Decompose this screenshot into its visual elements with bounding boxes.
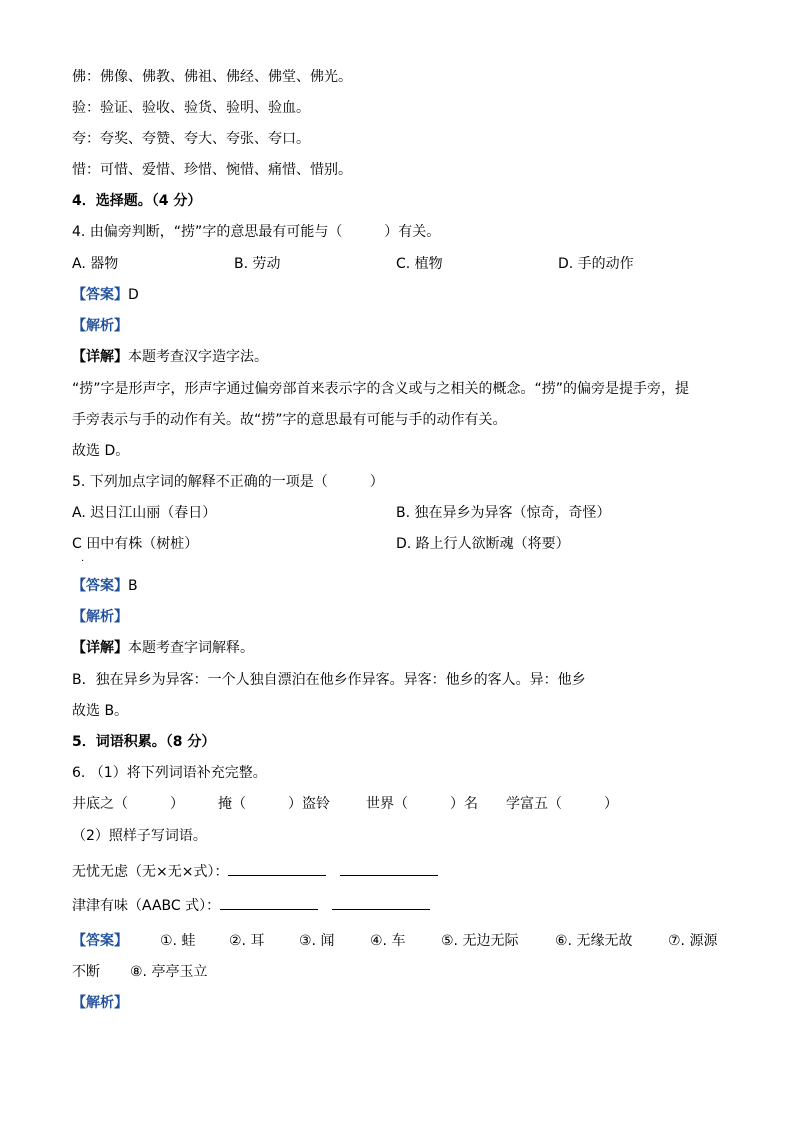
detail-label: 【详解】: [72, 640, 128, 656]
explanation-line: “捞”字是形声字，形声字通过偏旁部首来表示字的含义或与之相关的概念。“捞”的偏旁是提手旁，提: [72, 381, 690, 397]
pattern-row: [72, 895, 430, 915]
detail-text: 本题考查字词解释。: [128, 640, 254, 656]
answer-label: 【答案】: [72, 933, 128, 949]
answer-value: D: [128, 287, 139, 303]
conclusion: 故选 B。: [72, 703, 129, 719]
answer-label: 【答案】: [72, 578, 128, 594]
detail-text: 本题考查汉字造字法。: [128, 349, 268, 365]
option-b: B. 劳动: [234, 256, 281, 272]
text-line: 夸：夸奖、夸赞、夸大、夸张、夸口。: [72, 131, 310, 147]
answer-item: ②. 耳: [229, 933, 265, 949]
idiom-blank: 井底之（ ）: [72, 796, 184, 812]
question-stem: 6. （1）将下列词语补充完整。: [72, 765, 267, 781]
question-stem: （2）照样子写词语。: [72, 828, 207, 844]
analysis-label: 【解析】: [72, 995, 128, 1011]
option-b: B. 独在异乡为异客（惊奇，奇怪）: [396, 505, 611, 521]
option-a: A. 迟日江山丽（春日）: [72, 505, 217, 521]
answer-item: ⑥. 无缘无故: [555, 933, 633, 949]
pattern-label: 津津有味（AABC 式）：: [72, 898, 221, 914]
explanation-line: B．独在异乡为异客：一个人独自漂泊在他乡作异客。异客：他乡的客人。异：他乡: [72, 672, 586, 688]
question-stem: 5. 下列加点字词的解释不正确的一项是（ ）: [72, 474, 384, 490]
answer-blank: [220, 895, 318, 910]
answer-row: [72, 577, 138, 595]
answer-row: [72, 286, 139, 304]
answer-item: ⑧. 亭亭玉立: [130, 964, 208, 980]
answer-value: B: [128, 578, 138, 594]
idiom-blank: 世界（ ）名: [366, 796, 478, 812]
idiom-blank: 学富五（ ）: [506, 796, 618, 812]
emphasis-dot: ·: [81, 556, 85, 567]
answer-item: ④. 车: [370, 933, 406, 949]
answer-label: 【答案】: [72, 287, 128, 303]
option-c: C 田中有株（树桩）: [72, 536, 199, 552]
text-line: 佛：佛像、佛教、佛祖、佛经、佛堂、佛光。: [72, 69, 352, 85]
text-line: 惜：可惜、爱惜、珍惜、惋惜、痛惜、惜别。: [72, 162, 352, 178]
pattern-label: 无忧无虑（无×无×式）：: [72, 864, 229, 880]
answer-item: ⑦. 源源: [668, 933, 718, 949]
text-line: 验：验证、验收、验货、验明、验血。: [72, 100, 310, 116]
idiom-blank: 掩（ ）盗铃: [218, 796, 330, 812]
conclusion: 故选 D。: [72, 443, 130, 459]
analysis-label: 【解析】: [72, 609, 128, 625]
option-c: C. 植物: [396, 256, 443, 272]
detail-row: [72, 348, 268, 366]
answer-item: ①. 蛙: [160, 933, 196, 949]
answer-item: ⑤. 无边无际: [441, 933, 519, 949]
pattern-row: [72, 861, 438, 881]
option-d: D. 手的动作: [558, 256, 634, 272]
section-heading: 4．选择题。（4 分）: [72, 193, 202, 209]
answer-blank: [228, 861, 326, 876]
analysis-label: 【解析】: [72, 318, 128, 334]
detail-label: 【详解】: [72, 349, 128, 365]
question-stem: 4. 由偏旁判断，“捞”字的意思最有可能与（ ）有关。: [72, 224, 441, 240]
detail-row: [72, 639, 254, 657]
section-heading: 5．词语积累。（8 分）: [72, 734, 216, 750]
answer-blank: [340, 861, 438, 876]
answer-blank: [332, 895, 430, 910]
answer-item: 不断: [72, 964, 100, 980]
option-d: D. 路上行人欲断魂（将要）: [396, 536, 570, 552]
answer-item: ③. 闻: [299, 933, 335, 949]
explanation-line: 手旁表示与手的动作有关。故“捞”字的意思最有可能与手的动作有关。: [72, 412, 507, 428]
option-a: A. 器物: [72, 256, 119, 272]
